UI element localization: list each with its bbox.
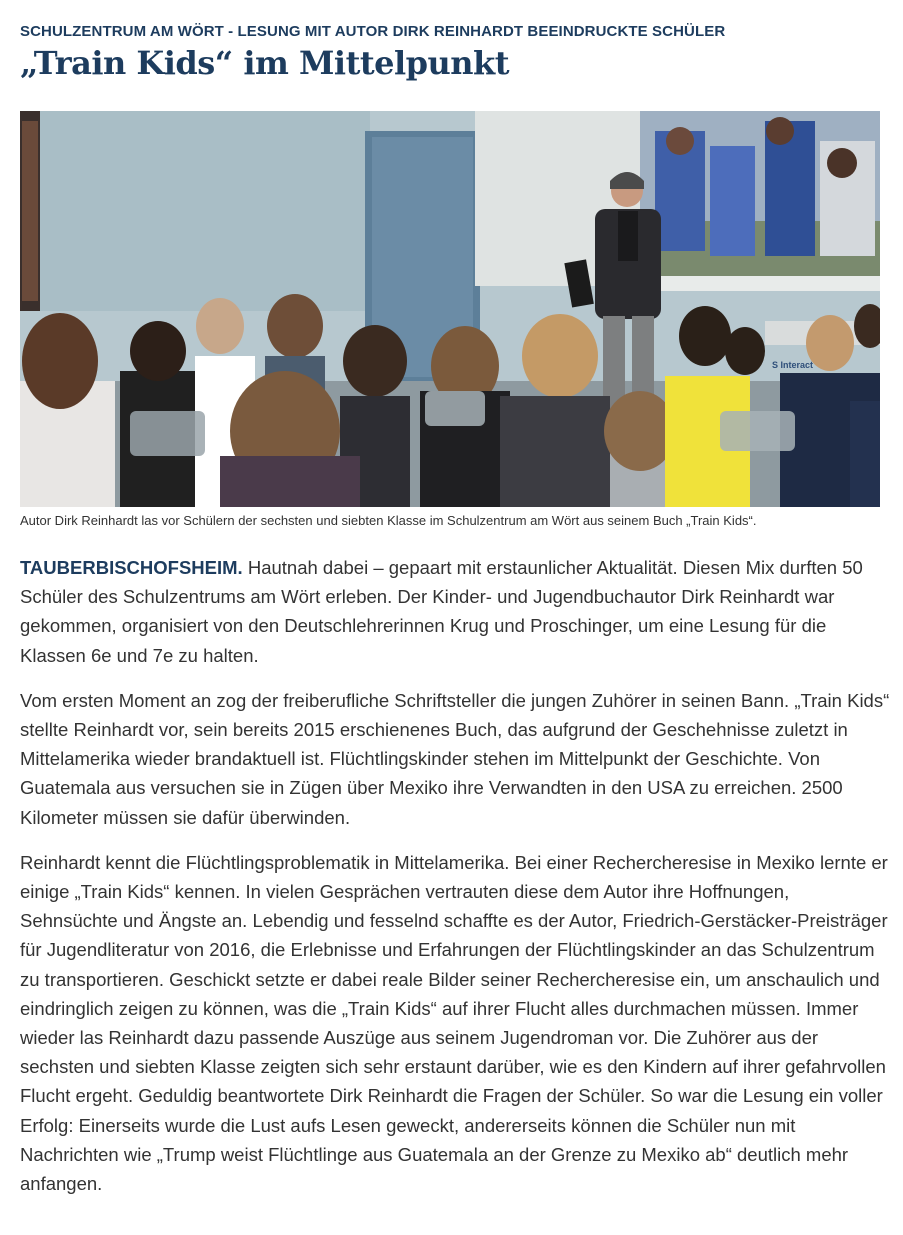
article-headline: „Train Kids“ im Mittelpunkt (20, 44, 509, 82)
paragraph-2: Vom ersten Moment an zog der freiberufliche Schriftsteller die jungen Zuhörer in seinen Bann. „Train Kids“ stellte Reinhardt vor, sein bereits 2015 erschienenes Buch, das aufgrund der Geschehnisse zuletzt in Mittelamerika wieder brandaktuell ist. Flüchtlingskinder stehen im Mittelpunkt der Geschichte. Von Guatemala aus versuchen sie in Zügen über Mexiko ihre Verwandten in den USA zu erreichen. 2500 Kilometer müssen sie dafür überwinden. (20, 689, 890, 828)
photo-caption: Autor Dirk Reinhardt las vor Schülern der sechsten und siebten Klasse im Schulzentrum am Wört aus seinem Buch „Train Kids“. (20, 513, 757, 528)
paragraph-1-text: Hautnah dabei – gepaart mit erstaunlicher Aktualität. Diesen Mix durften 50 Schüler des Schulzentrums am Wört erleben. Der Kinder- und Jugendbuchautor Dirk Reinhardt war gekommen, organisiert von den Deutschlehrerinnen Krug und Proschinger, um eine Lesung für die Klassen 6e und 7e zu halten. (20, 557, 863, 666)
article-kicker: SCHULZENTRUM AM WÖRT - LESUNG MIT AUTOR DIRK REINHARDT BEEINDRUCKTE SCHÜLER (20, 23, 726, 40)
screen-text: S Interact (772, 360, 814, 370)
dateline: TAUBERBISCHOFSHEIM. (20, 557, 243, 578)
article-photo (20, 111, 880, 507)
classroom-photo (20, 111, 880, 507)
paragraph-3: Reinhardt kennt die Flüchtlingsproblematik in Mittelamerika. Bei einer Rechercheresise in Mexiko lernte er einige „Train Kids“ kennen. In vielen Gesprächen vertrauten diese dem Autor ihre Hoffnungen, Sehnsüchte und Ängste an. Lebendig und fesselnd schaffte es der Autor, Friedrich-Gerstäcker-Preisträger für Jugendliteratur von 2016, die Erlebnisse und Erfahrungen der Flüchtlingskinder an das Schulzentrum zu transportieren. Geschickt setzte er dabei reale Bilder seiner Rechercheresise ein, um anschaulich und eindringlich zeigen zu können, was die „Train Kids“ auf ihrer Flucht alles durchmachen müssen. Immer wieder las Reinhardt dazu passende Auszüge aus seinem Jugendroman vor. Die Zuhörer aus der sechsten und siebten Klasse zeigten sich sehr erstaunt darüber, wie es den Kindern auf ihrer gefahrvollen Flucht ergeht. Geduldig beantwortete Dirk Reinhardt die Fragen der Schüler. So war die Lesung ein voller Erfolg: Einerseits wurde die Lust aufs Lesen geweckt, andererseits können die Schüler nun mit Nachrichten wie „Trump weist Flüchtlinge aus Guatemala an der Grenze zu Mexiko ab“ deutlich mehr anfangen. (20, 851, 888, 1195)
article-body (20, 553, 890, 1214)
paragraph-1 (20, 553, 890, 670)
